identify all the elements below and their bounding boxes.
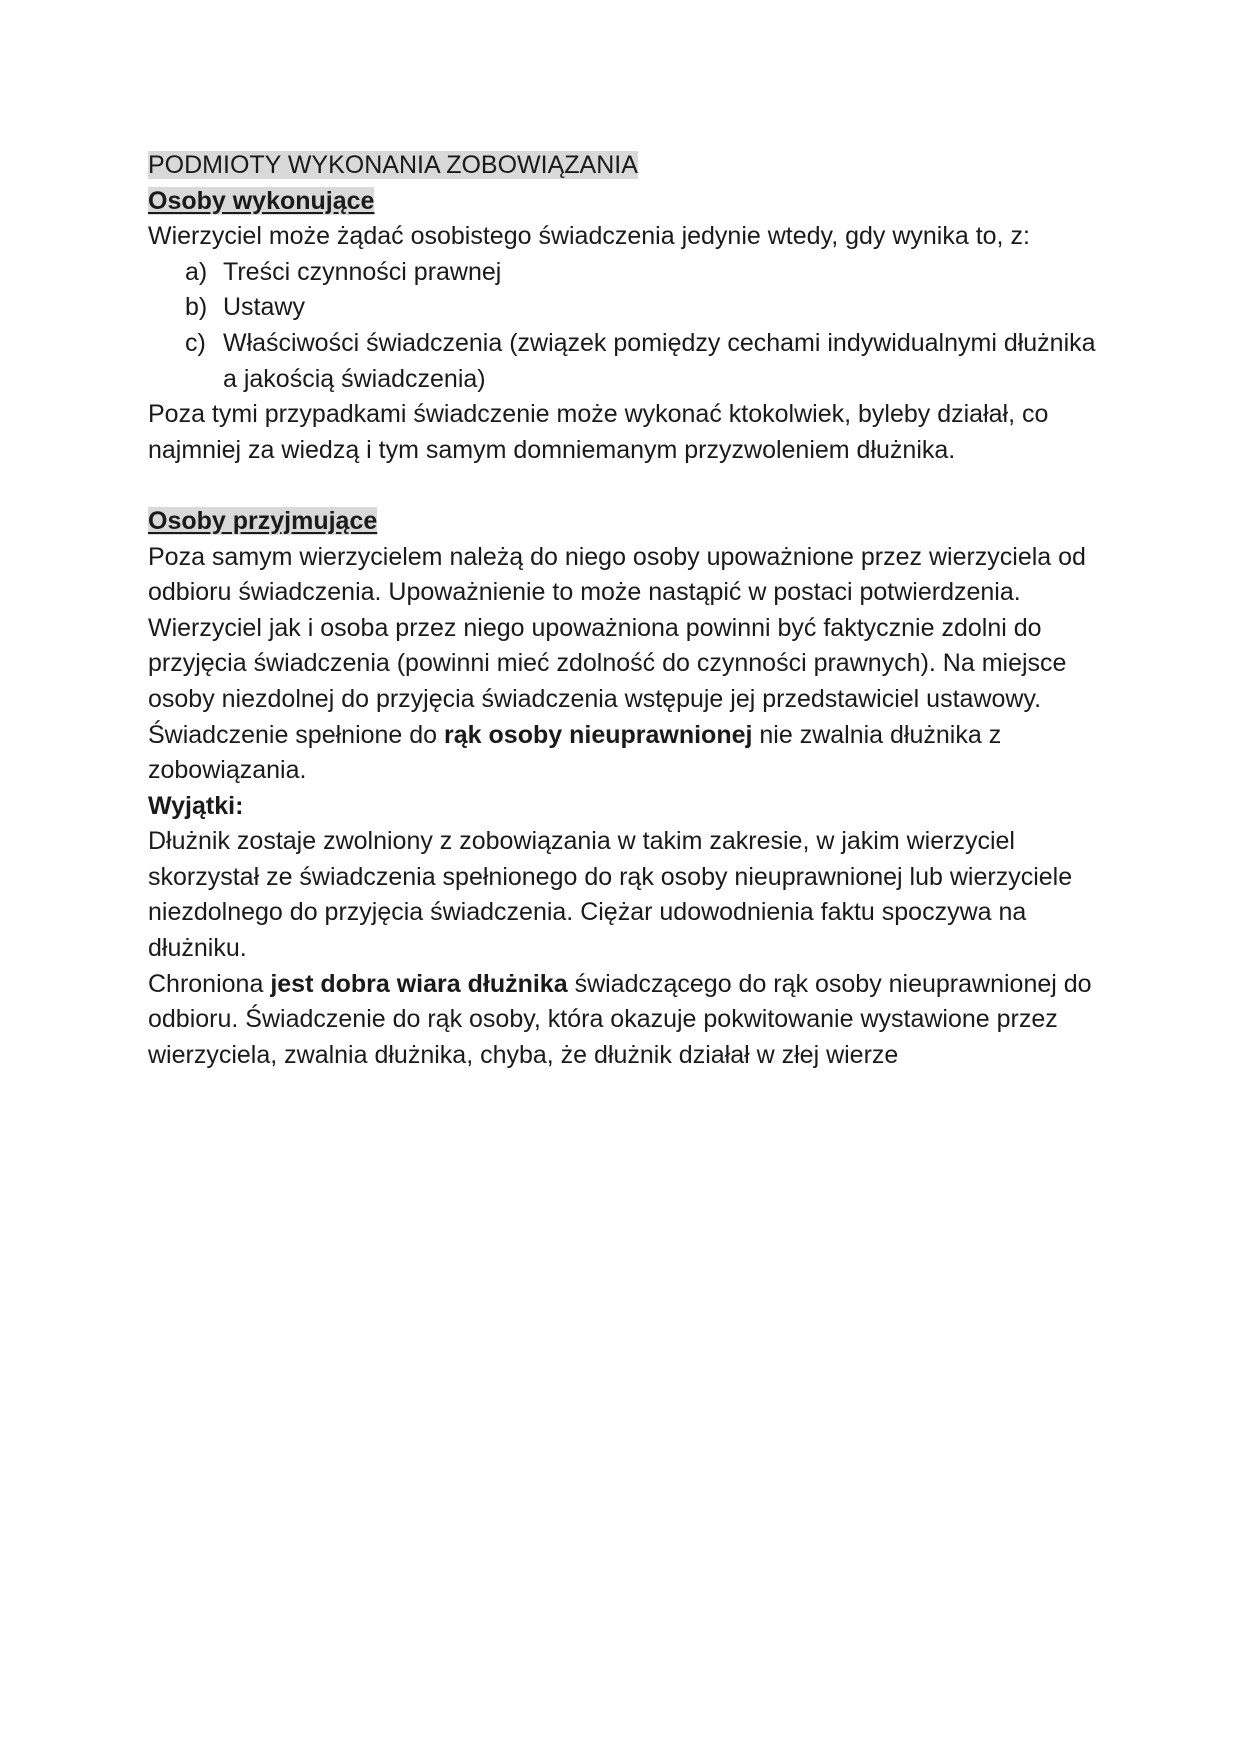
text-run: Świadczenie spełnione do: [148, 720, 445, 749]
document-page: [148, 148, 1098, 1073]
section2-paragraph-3: Dłużnik zostaje zwolniony z zobowiązania w takim zakresie, w jakim wierzyciel skorzystał ze świadczenia spełnionego do rąk osoby nieuprawnionej lub wierzyciele niezdolnego do przyjęcia świadczenia. Ciężar udowodnienia faktu spoczywa na dłużniku.: [148, 827, 1073, 963]
list-item-text: Ustawy: [223, 293, 305, 322]
bold-text-run: jest dobra wiara dłużnika: [270, 969, 568, 998]
list-item-text: Właściwości świadczenia (związek pomiędzy cechami indywidualnymi dłużnika a jakością świadczenia): [223, 328, 1096, 393]
section-heading-text: Osoby wykonujące: [148, 186, 375, 215]
section2-paragraph-1: Poza samym wierzycielem należą do niego osoby upoważnione przez wierzyciela od odbioru świadczenia. Upoważnienie to może nastąpić w postaci potwierdzenia. Wierzyciel jak i osoba przez niego upoważniona powinni być faktycznie zdolni do przyjęcia świadczenia (powinni mieć zdolność do czynności prawnych). Na miejsce osoby niezdolnej do przyjęcia świadczenia wstępuje jej przedstawiciel ustawowy.: [148, 542, 1086, 713]
exceptions-label: [148, 789, 1098, 825]
list-marker: c): [185, 328, 206, 357]
list-item-text: Treści czynności prawnej: [223, 257, 502, 286]
section1-intro: Wierzyciel może żądać osobistego świadczenia jedynie wtedy, gdy wynika to, z:: [148, 222, 1030, 251]
text-run: świadczącego do rąk osoby nieuprawnionej do odbioru. Świadczenie do rąk osoby, która okazuje pokwitowanie wystawione przez wierzyciela, zwalnia dłużnika, chyba, że dłużnik działał w złej wierze: [148, 969, 1092, 1069]
section-spacer: [148, 468, 1098, 504]
section-heading-osoby-przyjmujace: [148, 504, 1098, 540]
section2-paragraph-2: [148, 718, 1098, 789]
text-run: Chroniona: [148, 969, 271, 998]
text-run: nie zwalnia dłużnika z zobowiązania.: [148, 720, 1002, 785]
list-item: [148, 255, 1098, 291]
list-item: [148, 326, 1098, 397]
bold-text-run: rąk osoby nieuprawnionej: [444, 720, 753, 749]
list-marker: b): [185, 293, 208, 322]
requirements-list: [148, 255, 1098, 397]
section-heading-osoby-wykonujace: [148, 184, 1098, 220]
document-title-text: PODMIOTY WYKONANIA ZOBOWIĄZANIA: [148, 151, 638, 179]
section-heading-text: Osoby przyjmujące: [148, 506, 378, 535]
list-marker: a): [185, 257, 208, 286]
section1-closing: Poza tymi przypadkami świadczenie może wykonać ktokolwiek, byleby działał, co najmniej za wiedzą i tym samym domniemanym przyzwoleniem dłużnika.: [148, 400, 1049, 464]
section2-paragraph-4: [148, 967, 1098, 1074]
document-title: [148, 148, 1098, 184]
exceptions-label-text: Wyjątki:: [148, 791, 244, 820]
list-item: [148, 290, 1098, 326]
